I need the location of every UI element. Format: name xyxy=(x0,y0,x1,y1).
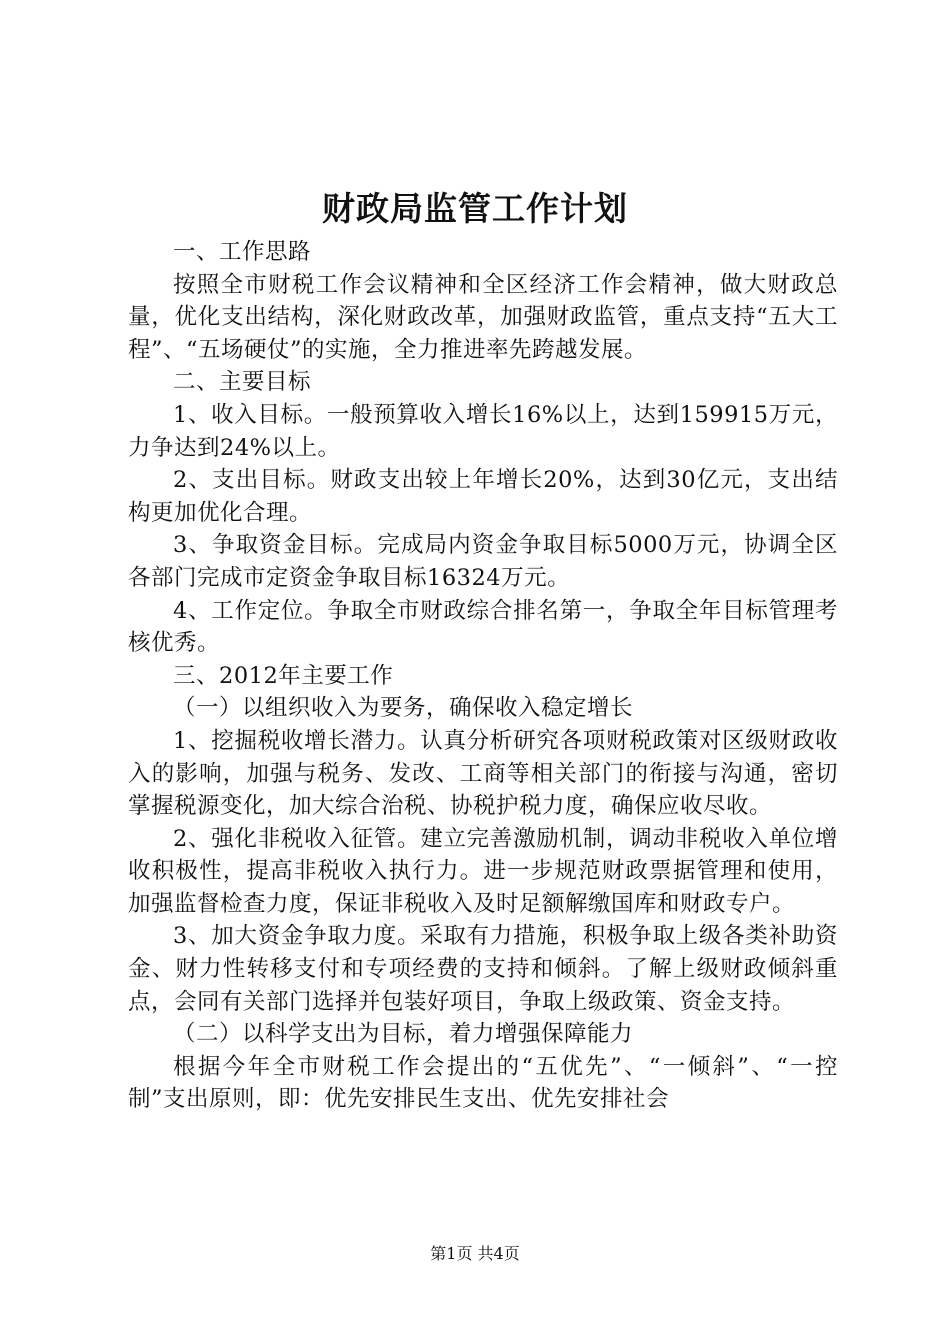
section-heading-1: 一、工作思路 xyxy=(173,239,312,265)
paragraph: 1、挖掘税收增长潜力。认真分析研究各项财税政策对区级财政收入的影响，加强与税务、发改、工商等相关部门的衔接与沟通，密切掌握税源变化，加大综合治税、协税护税力度，确保应收尽收。 xyxy=(128,727,838,820)
paragraph: 4、工作定位。争取全市财政综合排名第一，争取全年目标管理考核优秀。 xyxy=(128,597,838,657)
section-heading-3: 三、2012年主要工作 xyxy=(173,662,394,689)
paragraph: 根据今年全市财税工作会提出的“五优先”、“一倾斜”、“一控制”支出原则，即：优先安排民生支出、优先安排社会 xyxy=(128,1053,838,1113)
document-body xyxy=(128,236,838,1116)
paragraph: 3、争取资金目标。完成局内资金争取目标5000万元，协调全区各部门完成市定资金争取目标16324万元。 xyxy=(128,532,838,591)
paragraph: 1、收入目标。一般预算收入增长16%以上，达到159915万元，力争达到24%以上。 xyxy=(128,401,838,461)
section-heading-2: 二、主要目标 xyxy=(173,369,312,396)
paragraph: 按照全市财税工作会议精神和全区经济工作会精神，做大财政总量，优化支出结构，深化财政改革，加强财政监管，重点支持“五大工程”、“五场硬仗”的实施，全力推进率先跨越发展。 xyxy=(128,271,838,363)
document-title: 财政局监管工作计划 xyxy=(322,189,628,228)
paragraph: 2、强化非税收入征管。建立完善激励机制，调动非税收入单位增收积极性，提高非税收入执行力。进一步规范财政票据管理和使用，加强监督检查力度，保证非税收入及时足额解缴国库和财政专户。 xyxy=(128,825,838,917)
subsection-heading-2: （二）以科学支出为目标，着力增强保障能力 xyxy=(173,1021,634,1048)
paragraph: 3、加大资金争取力度。采取有力措施，积极争取上级各类补助资金、财力性转移支付和专项经费的支持和倾斜。了解上级财政倾斜重点，会同有关部门选择并包装好项目，争取上级政策、资金支持。 xyxy=(128,923,838,1015)
subsection-heading-1: （一）以组织收入为要务，确保收入稳定增长 xyxy=(173,695,634,722)
paragraph: 2、支出目标。财政支出较上年增长20%，达到30亿元，支出结构更加优化合理。 xyxy=(128,467,838,526)
page-footer: 第1页 共4页 xyxy=(430,1244,520,1263)
